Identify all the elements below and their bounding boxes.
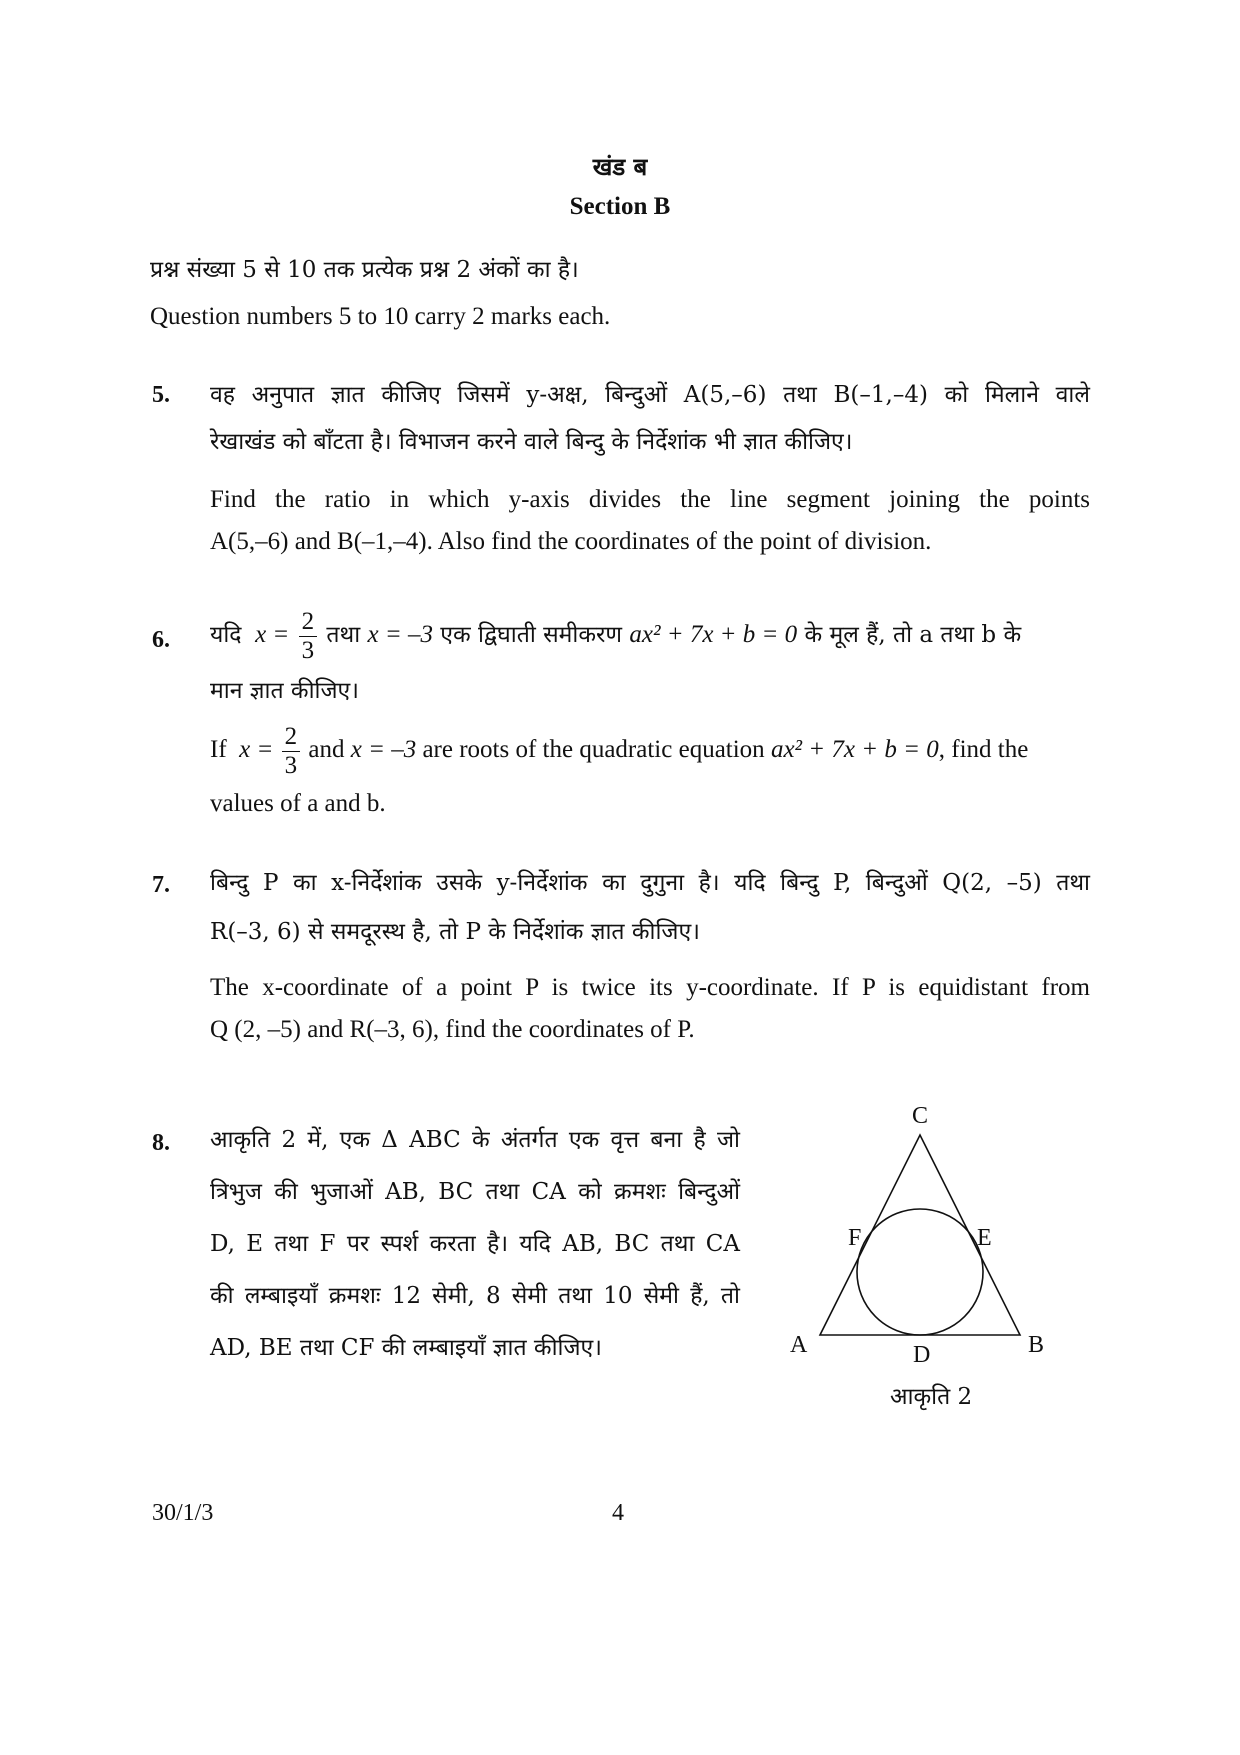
question-8-hindi-line-4: की लम्बाइयाँ क्रमशः 12 सेमी, 8 सेमी तथा 10 सेमी हैं, तो [210, 1283, 740, 1309]
question-6-tail-hindi: के मूल हैं, तो a तथा b के [804, 622, 1022, 648]
question-6-english-line-1: If x = $\frac{2}{3}$ and x = –3 are roots of the quadratic equation ax² + 7x + b = 0, find the [210, 722, 1029, 779]
question-6-if-hindi: यदि [210, 622, 242, 648]
fraction-denominator: 3 [301, 636, 315, 664]
question-6-number: 6. [152, 627, 170, 653]
question-7-number: 7. [152, 872, 170, 898]
section-title-hindi: खंड ब [592, 152, 648, 181]
paper-code: 30/1/3 [152, 1500, 214, 1526]
instructions-english: Question numbers 5 to 10 carry 2 marks each. [150, 303, 611, 330]
label-f: F [848, 1225, 862, 1251]
question-7-english-line-2: Q (2, –5) and R(–3, 6), find the coordinates of P. [210, 1016, 695, 1043]
question-6-english-line-2: values of a and b. [210, 790, 386, 817]
question-6-hindi-line-1: यदि x = $\frac{2}{3}$ तथा x = –3 एक द्विघाती समीकरण ax² + 7x + b = 0 के मूल हैं, तो a तथा b के [210, 607, 1022, 664]
question-6-root-english: x = –3 [350, 736, 417, 763]
question-7-hindi-line-2: R(–3, 6) से समदूरस्थ है, तो P के निर्देशांक ज्ञात कीजिए। [210, 919, 700, 945]
figure-2-triangle-incircle [780, 1085, 1080, 1425]
question-5-number: 5. [152, 382, 170, 408]
incircle [857, 1209, 983, 1335]
question-6-tail-english: , find the [938, 736, 1029, 763]
question-6-text-english: are roots of the quadratic equation [422, 736, 765, 763]
question-6-hindi-line-2: मान ज्ञात कीजिए। [210, 678, 359, 704]
instructions-hindi: प्रश्न संख्या 5 से 10 तक प्रत्येक प्रश्न 2 अंकों का है। [150, 257, 579, 283]
label-e: E [977, 1225, 992, 1251]
question-6-root-hindi: x = –3 [367, 621, 433, 648]
label-a: A [790, 1332, 808, 1358]
fraction-two-thirds [299, 608, 318, 665]
question-6-and-english: and [308, 736, 345, 763]
question-6-and-hindi: तथा [326, 622, 361, 648]
fraction-numerator: 2 [299, 608, 318, 637]
question-7-hindi-line-1: बिन्दु P का x-निर्देशांक उसके y-निर्देशांक का दुगुना है। यदि बिन्दु P, बिन्दुओं Q(2, –5) तथा [210, 870, 1090, 896]
question-8-number: 8. [152, 1130, 170, 1156]
label-b: B [1028, 1332, 1045, 1358]
section-title-english: Section B [569, 193, 671, 220]
question-5-hindi-line-2: रेखाखंड को बाँटता है। विभाजन करने वाले बिन्दु के निर्देशांक भी ज्ञात कीजिए। [210, 429, 853, 455]
question-8-hindi-line-5: AD, BE तथा CF की लम्बाइयाँ ज्ञात कीजिए। [210, 1335, 602, 1361]
question-8-hindi-line-1: आकृति 2 में, एक Δ ABC के अंतर्गत एक वृत्त बना है जो [210, 1127, 740, 1153]
question-6-equation-hindi: ax² + 7x + b = 0 [629, 621, 798, 648]
question-6-if-english: If [210, 736, 227, 763]
question-7-english-line-1: The x-coordinate of a point P is twice its y-coordinate. If P is equidistant from [210, 974, 1090, 1001]
fraction-two-thirds-english [282, 723, 301, 780]
question-8-hindi-line-2: त्रिभुज की भुजाओं AB, BC तथा CA को क्रमशः बिन्दुओं [210, 1179, 740, 1205]
figure-2-caption: आकृति 2 [890, 1384, 973, 1410]
fraction-denominator: 3 [284, 751, 298, 779]
label-d: D [913, 1342, 931, 1368]
question-6-text-hindi: एक द्विघाती समीकरण [440, 622, 623, 648]
question-6-equation-english: ax² + 7x + b = 0 [770, 736, 939, 763]
question-5-english-line-1: Find the ratio in which y-axis divides the line segment joining the points [210, 486, 1090, 513]
fraction-numerator: 2 [282, 723, 301, 752]
question-5-english-line-2: A(5,–6) and B(–1,–4). Also find the coordinates of the point of division. [210, 528, 932, 555]
label-c: C [912, 1103, 929, 1129]
page-number: 4 [612, 1500, 624, 1526]
question-5-hindi-line-1: वह अनुपात ज्ञात कीजिए जिसमें y-अक्ष, बिन्दुओं A(5,–6) तथा B(–1,–4) को मिलाने वाले [210, 382, 1090, 408]
question-8-hindi-line-3: D, E तथा F पर स्पर्श करता है। यदि AB, BC तथा CA [210, 1231, 740, 1257]
